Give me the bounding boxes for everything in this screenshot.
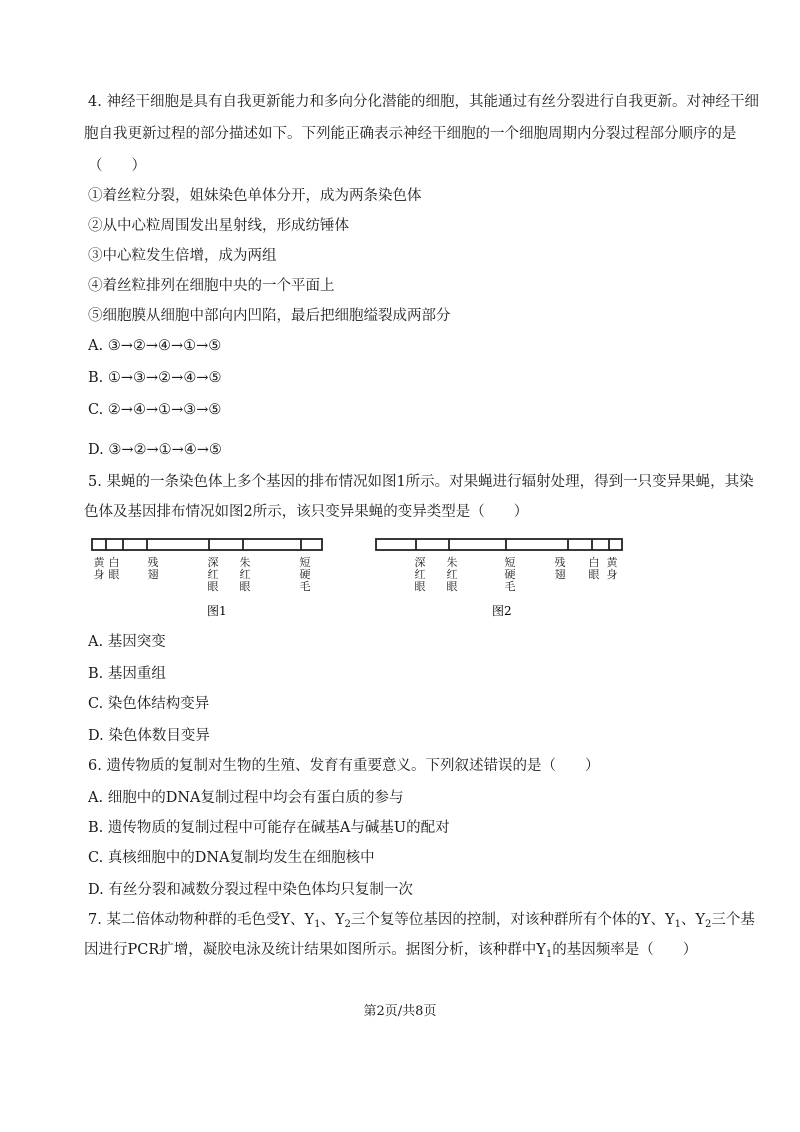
q5-option-a: A. 基因突变 [88,634,166,650]
figure2-gene-label: 朱红眼 [446,556,458,593]
q7-stem-line1: 7. 某二倍体动物种群的毛色受Y、$Y_1$、$Y_2$三个复等位基因的控制，对该种群所有个体的Y、$Y_1$、$Y_2$三个基 [88,912,755,930]
q4-answer-paren: （ ） [88,158,146,174]
q6-stem: 6. 遗传物质的复制对生物的生殖、发育有重要意义。下列叙述错误的是（ ） [88,758,600,774]
q4-item-5: ⑤细胞膜从细胞中部向内凹陷，最后把细胞缢裂成两部分 [88,308,451,324]
figure2-gene-label: 深红眼 [414,556,426,593]
figure1-gene-label: 白眼 [108,556,120,581]
figure2-gene-label: 残翅 [554,556,566,581]
figure1-chromosome [92,539,322,550]
q5-option-b: B. 基因重组 [88,666,166,682]
figure2-gene-labels [415,555,619,593]
q4-item-3: ③中心粒发生倍增，成为两组 [88,248,277,264]
page-footer: 第2页/共8页 [363,1004,437,1019]
q4-option-a: A. ③→②→④→①→⑤ [88,338,222,354]
q5-option-d: D. 染色体数目变异 [88,728,210,744]
figure1-gene-label: 黄身 [93,556,105,581]
figure1-gene-label: 残翅 [147,556,159,581]
q6-option-b: B. 遗传物质的复制过程中可能存在碱基A与碱基U的配对 [88,820,450,836]
figure1-gene-labels [94,555,311,593]
q4-item-4: ④着丝粒排列在细胞中央的一个平面上 [88,278,335,294]
figure2-label: 图2 [492,604,512,618]
q5-option-c: C. 染色体结构变异 [88,696,210,712]
figure1-gene-label: 深红眼 [207,556,219,593]
q4-stem-line2: 胞自我更新过程的部分描述如下。下列能正确表示神经干细胞的一个细胞周期内分裂过程部分顺序的是 [84,126,737,142]
figure1-gene-label: 短硬毛 [299,556,311,593]
figure2-gene-label: 白眼 [588,556,600,581]
q5-stem-line2: 色体及基因排布情况如图2所示，该只变异果蝇的变异类型是（ ） [84,504,529,520]
figure2-gene-label: 黄身 [606,556,618,581]
q4-option-c: C. ②→④→①→③→⑤ [88,402,222,418]
q4-option-d: D. ③→②→①→④→⑤ [88,442,222,458]
q6-option-d: D. 有丝分裂和减数分裂过程中染色体均只复制一次 [88,882,413,898]
figure2-gene-label: 短硬毛 [504,556,516,593]
figure1-gene-label: 朱红眼 [239,556,251,593]
figure1-label: 图1 [207,604,227,618]
q7-stem-line2: 因进行PCR扩增，凝胶电泳及统计结果如图所示。据图分析，该种群中$Y_1$的基因频率是（ ） [84,942,698,960]
figure2-chromosome [376,539,622,550]
q6-option-c: C. 真核细胞中的DNA复制均发生在细胞核中 [88,850,375,866]
q4-option-b: B. ①→③→②→④→⑤ [88,370,222,386]
q5-stem-line1: 5. 果蝇的一条染色体上多个基因的排布情况如图1所示。对果蝇进行辐射处理，得到一只变异果蝇，其染 [88,474,754,490]
q4-item-1: ①着丝粒分裂，姐妹染色单体分开，成为两条染色体 [88,188,422,204]
q4-item-2: ②从中心粒周围发出星射线，形成纺锤体 [88,218,349,234]
q6-option-a: A. 细胞中的DNA复制过程中均会有蛋白质的参与 [88,790,404,806]
q4-stem-line1: 4. 神经干细胞是具有自我更新能力和多向分化潜能的细胞，其能通过有丝分裂进行自我更新。对神经干细 [88,94,759,110]
